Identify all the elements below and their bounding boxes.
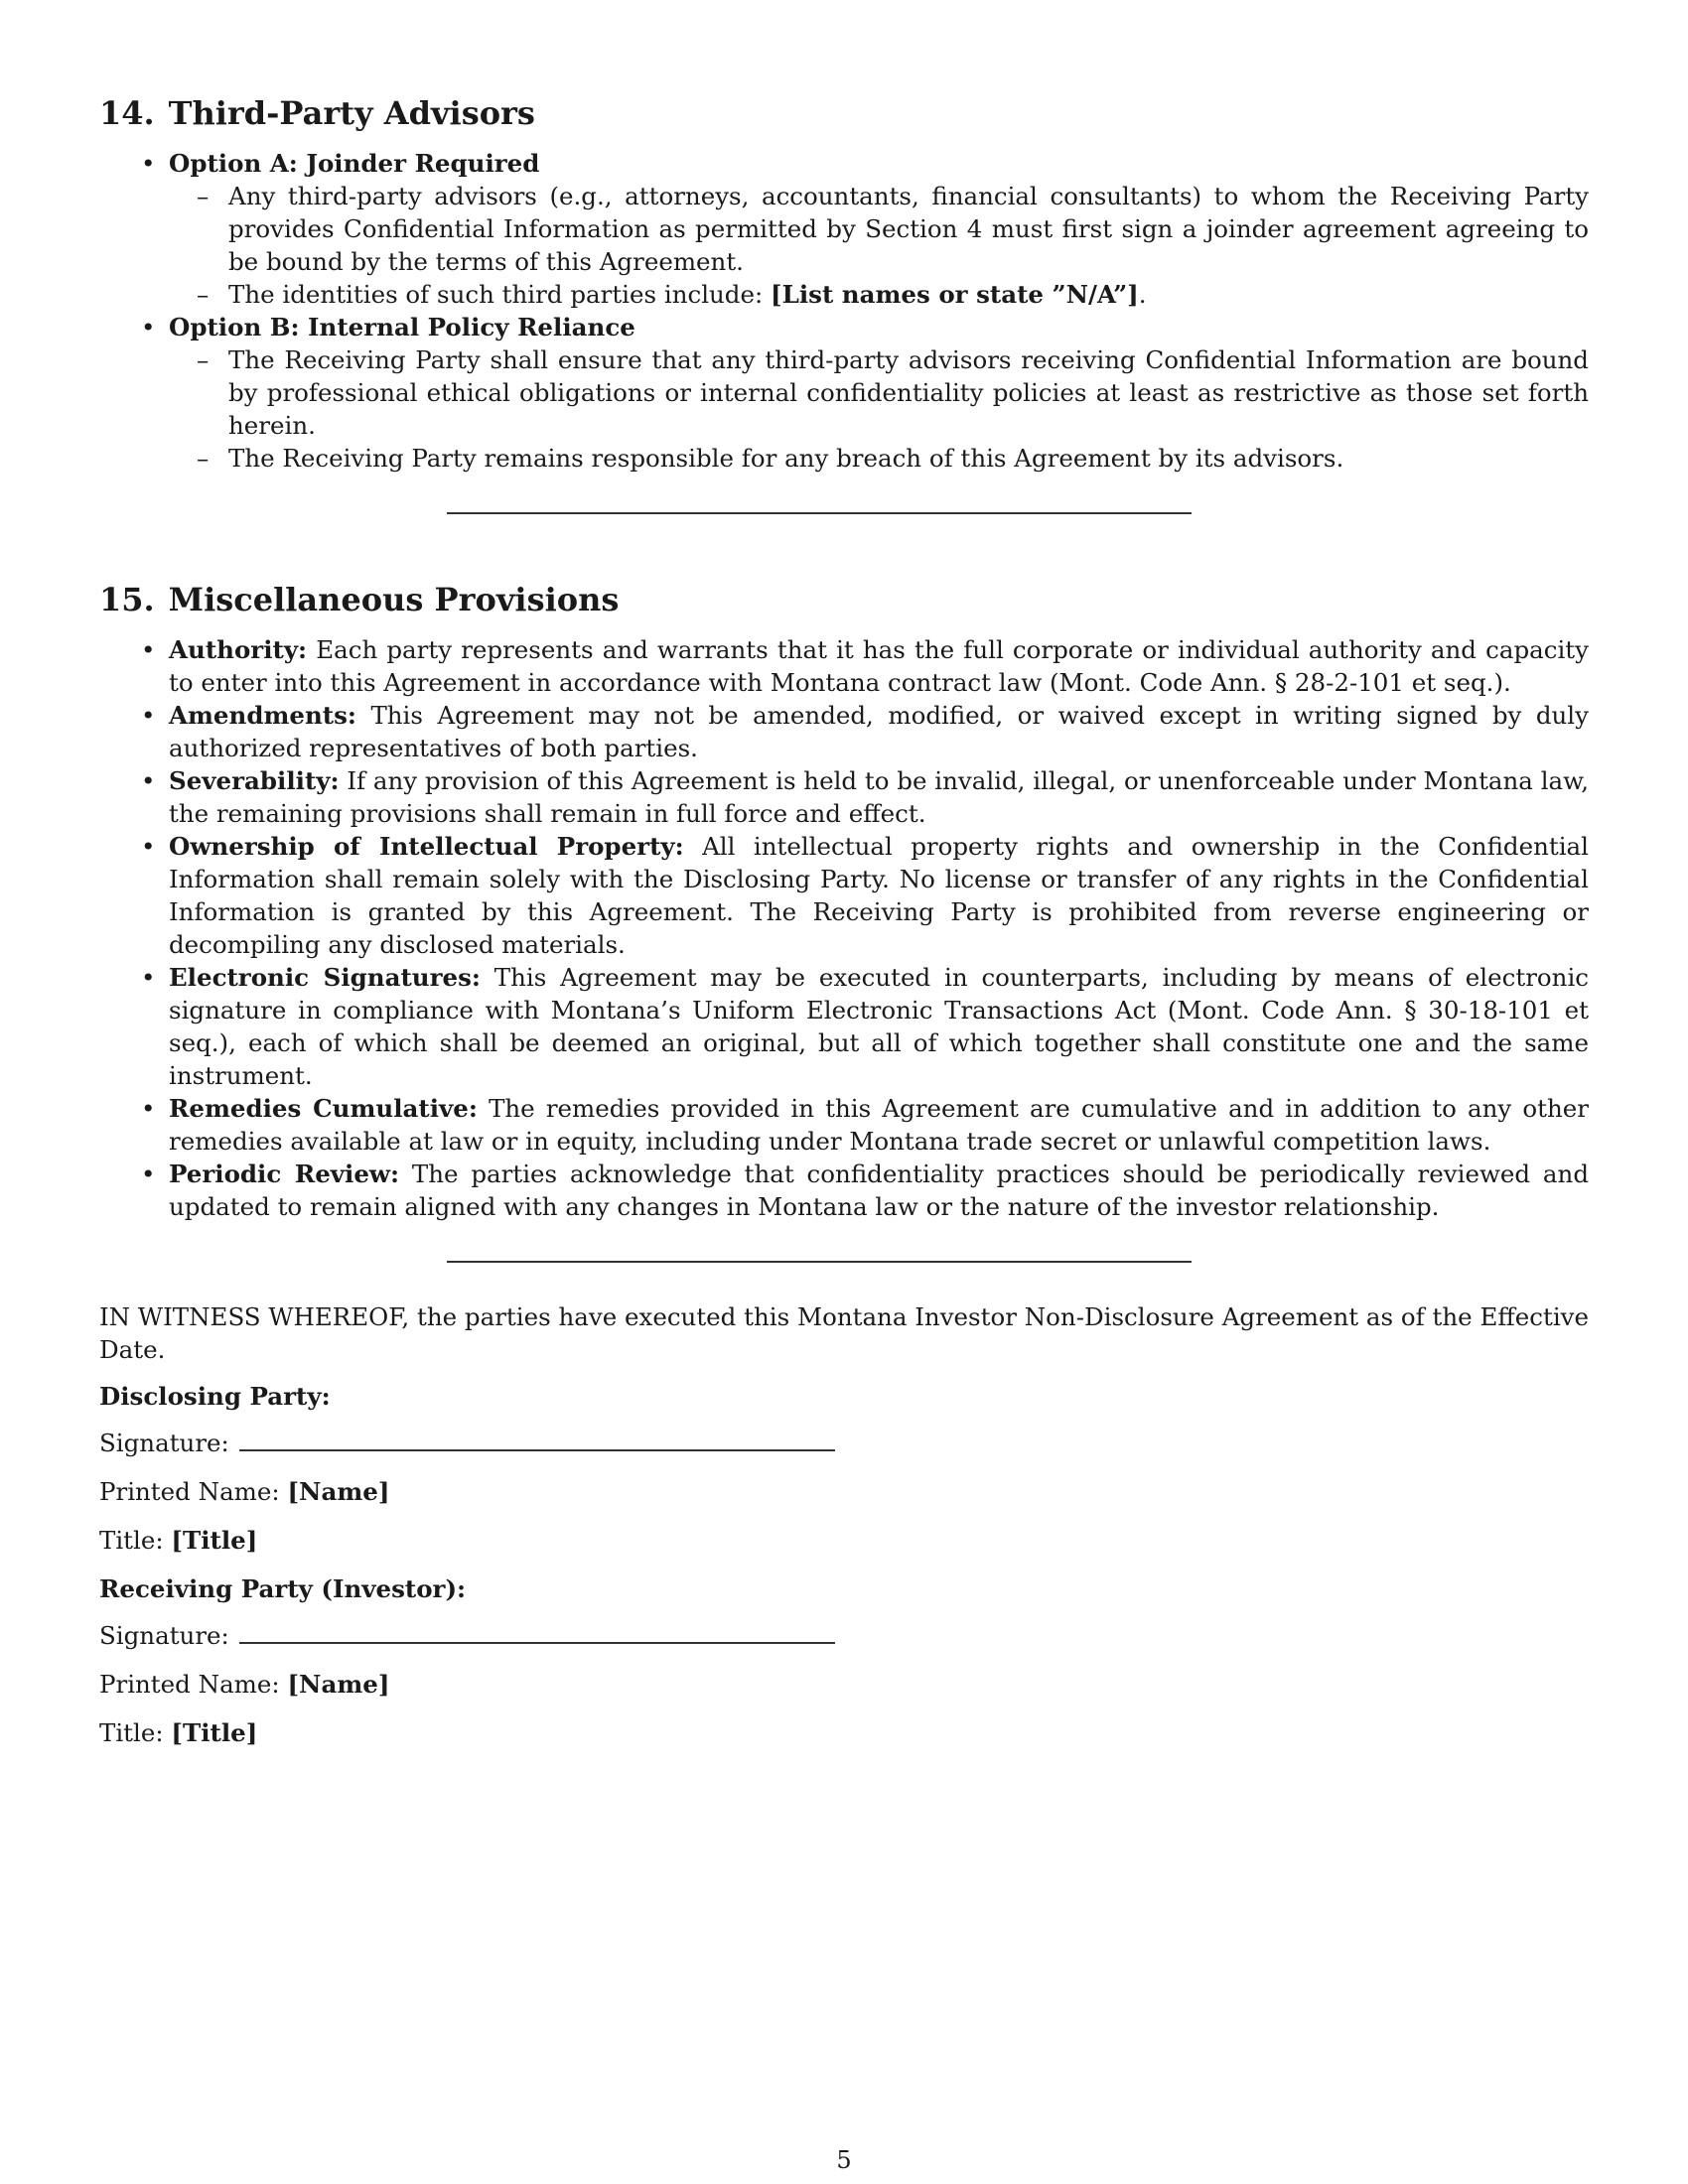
section-15-heading (99, 578, 1589, 621)
section-number: 14. (99, 94, 155, 132)
receiving-signature-row (99, 1619, 1589, 1652)
title-placeholder: [Title] (171, 1718, 258, 1747)
provision-label: Ownership of Intellectual Property: (169, 832, 684, 861)
provision-ip-ownership (99, 830, 1589, 961)
provision-amendments (99, 699, 1589, 764)
name-placeholder: [Name] (287, 1670, 390, 1699)
section-15-provisions (99, 633, 1589, 1223)
signature-label: Signature: (99, 1429, 229, 1457)
disclosing-title (99, 1524, 1589, 1557)
option-b-items (169, 343, 1589, 475)
provision-electronic-signatures (99, 961, 1589, 1092)
item-text: . (1138, 280, 1147, 309)
section-title: Third-Party Advisors (168, 94, 535, 132)
provision-text: The remedies provided in this Agreement are cumulative and in addition to any other remedies available at law or in equity, including under Montana trade secret or unlawful competition laws. (169, 1094, 1589, 1156)
section-divider (447, 512, 1192, 514)
disclosing-signature-line[interactable] (239, 1428, 835, 1451)
provision-text: The parties acknowledge that confidentiality practices should be periodically reviewed and updated to remain aligned with any changes in Montana law or the nature of the investor relationship. (169, 1160, 1589, 1221)
receiving-party-heading: Receiving Party (Investor): (99, 1574, 467, 1603)
field-label: Title: (99, 1526, 164, 1555)
provision-remedies (99, 1092, 1589, 1158)
provision-text: This Agreement may not be amended, modified, or waived except in writing signed by duly authorized representatives of both parties. (169, 701, 1589, 762)
provision-text: If any provision of this Agreement is held to be invalid, illegal, or unenforceable under Montana law, the remaining provisions shall remain in full force and effect. (169, 766, 1589, 828)
section-14-heading (99, 91, 1589, 135)
placeholder-field: [List names or state ”N/A”] (771, 280, 1139, 309)
receiving-printed-name (99, 1668, 1589, 1701)
option-a-label: Option A: Joinder Required (169, 149, 540, 178)
provision-label: Amendments: (169, 701, 356, 730)
disclosing-printed-name (99, 1475, 1589, 1508)
option-a (99, 147, 1589, 311)
section-number: 15. (99, 581, 155, 618)
provision-periodic-review (99, 1158, 1589, 1223)
name-placeholder: [Name] (287, 1477, 390, 1506)
provision-label: Periodic Review: (169, 1160, 400, 1188)
provision-text: Each party represents and warrants that it has the full corporate or individual authority and capacity to enter into this Agreement in accordance with Montana contract law (Mont. Code Ann. § 28-2-101 et seq.). (169, 635, 1589, 697)
provision-severability (99, 764, 1589, 830)
list-item (169, 278, 1589, 311)
option-b (99, 311, 1589, 475)
provision-label: Severability: (169, 766, 340, 795)
provision-authority (99, 633, 1589, 699)
section-14-options (99, 147, 1589, 475)
item-text: The identities of such third parties include: (228, 280, 772, 309)
list-item: – The Receiving Party shall ensure that any third-party advisors receiving Confidential Information are bound by professional ethical obligations or internal confidentiality policies at least as restrictive as those set forth herein. (169, 343, 1589, 442)
field-label: Printed Name: (99, 1477, 280, 1506)
provision-label: Electronic Signatures: (169, 963, 481, 992)
list-item: – Any third-party advisors (e.g., attorneys, accountants, financial consultants) to whom the Receiving Party provides Confidential Information as permitted by Section 4 must first sign a joinder agreement agreeing to be bound by the terms of this Agreement. (169, 180, 1589, 278)
disclosing-signature-row (99, 1427, 1589, 1459)
document-page (99, 91, 1589, 1765)
option-b-label: Option B: Internal Policy Reliance (169, 313, 635, 341)
provision-label: Remedies Cumulative: (169, 1094, 478, 1123)
receiving-title (99, 1716, 1589, 1749)
provision-text: This Agreement may be executed in counterparts, including by means of electronic signature in compliance with Montana’s Uniform Electronic Transactions Act (Mont. Code Ann. § 30-18-101 et seq.), each of which shall be deemed an original, but all of which together shall constitute one and the same instrument. (169, 963, 1590, 1090)
receiving-signature-line[interactable] (239, 1620, 835, 1644)
page-number: 5 (836, 2146, 852, 2174)
provision-label: Authority: (169, 635, 308, 664)
field-label: Title: (99, 1718, 164, 1747)
section-title: Miscellaneous Provisions (168, 581, 620, 618)
witness-clause: IN WITNESS WHEREOF, the parties have executed this Montana Investor Non-Disclosure Agreement as of the Effective Date. (99, 1302, 1589, 1364)
field-label: Printed Name: (99, 1670, 280, 1699)
title-placeholder: [Title] (171, 1526, 258, 1555)
section-divider (447, 1261, 1192, 1263)
provision-text: All intellectual property rights and ownership in the Confidential Information shall remain solely with the Disclosing Party. No license or transfer of any rights in the Confidential Information is granted by this Agreement. The Receiving Party is prohibited from reverse engineering or decompiling any disclosed materials. (169, 832, 1589, 959)
option-a-items (169, 180, 1589, 311)
signature-label: Signature: (99, 1621, 229, 1650)
disclosing-party-heading: Disclosing Party: (99, 1382, 331, 1411)
list-item: – The Receiving Party remains responsible for any breach of this Agreement by its advisors. (169, 442, 1589, 475)
